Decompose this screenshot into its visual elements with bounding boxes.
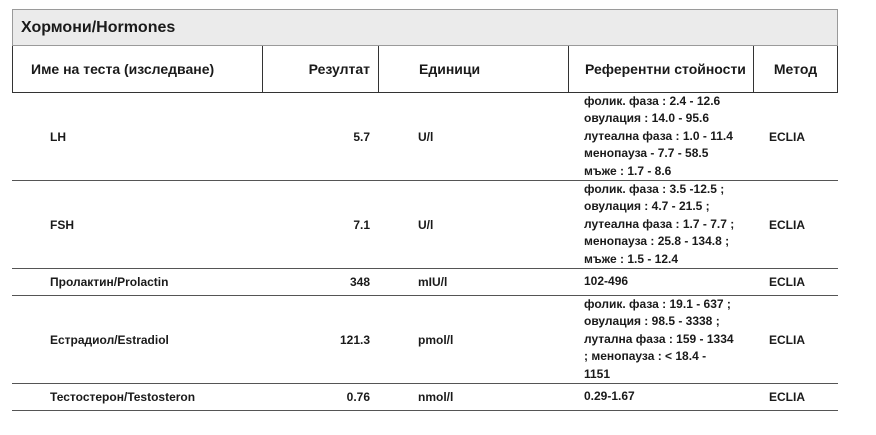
header-test-name: Име на теста (изследване) [13,46,263,92]
test-units: U/l [418,217,434,232]
test-name: Тестостерон/Testosteron [50,390,196,404]
table-row [12,93,838,181]
test-reference: 102-496 [584,274,629,289]
test-reference: фолик. фаза : 3.5 -12.5 ; овулация : 4.7 - 21.5 ; лутеална фаза : 1.7 - 7.7 ; менопауза : 25.8 - 134.8 ; мъже : 1.5 - 12.4 [584,181,735,266]
test-result: 0.76 [346,390,370,404]
table-header [12,46,838,93]
test-reference: фолик. фаза : 2.4 - 12.6 овулация : 14.0 - 95.6 лутеална фаза : 1.0 - 11.4 менопауза - 7.7 - 58.5 мъже : 1.7 - 8.6 [584,93,733,178]
test-method: ECLIA [769,332,805,347]
test-name: LH [50,129,66,144]
header-units: Единици [379,46,569,92]
test-method: ECLIA [769,217,805,232]
test-method: ECLIA [769,129,805,144]
test-result: 7.1 [353,217,370,232]
test-name: Естрадиол/Estradiol [50,332,169,347]
test-method: ECLIA [769,275,805,289]
header-method: Метод [773,61,818,77]
test-reference: 0.29-1.67 [584,389,635,404]
test-result: 5.7 [353,129,370,144]
table-row [12,181,838,269]
section-title: Хормони/Hormones [12,9,838,46]
test-name: FSH [50,217,74,232]
test-units: nmol/l [418,390,454,404]
test-units: U/l [418,129,434,144]
table-row [12,296,838,384]
table-row [12,269,838,296]
hormones-panel [12,9,838,411]
test-method: ECLIA [769,390,805,404]
test-units: pmol/l [418,332,454,347]
header-result: Резултат [263,46,379,92]
test-result: 121.3 [339,332,370,347]
table-row [12,384,838,411]
test-name: Пролактин/Prolactin [50,275,169,289]
header-reference: Референтни стойности [569,46,754,92]
test-units: mIU/l [418,275,448,289]
test-result: 348 [349,275,370,289]
test-reference: фолик. фаза : 19.1 - 637 ; овулация : 98.5 - 3338 ; лутална фаза : 159 - 1334 ; менопауза : < 18.4 - 1151 [584,296,734,381]
